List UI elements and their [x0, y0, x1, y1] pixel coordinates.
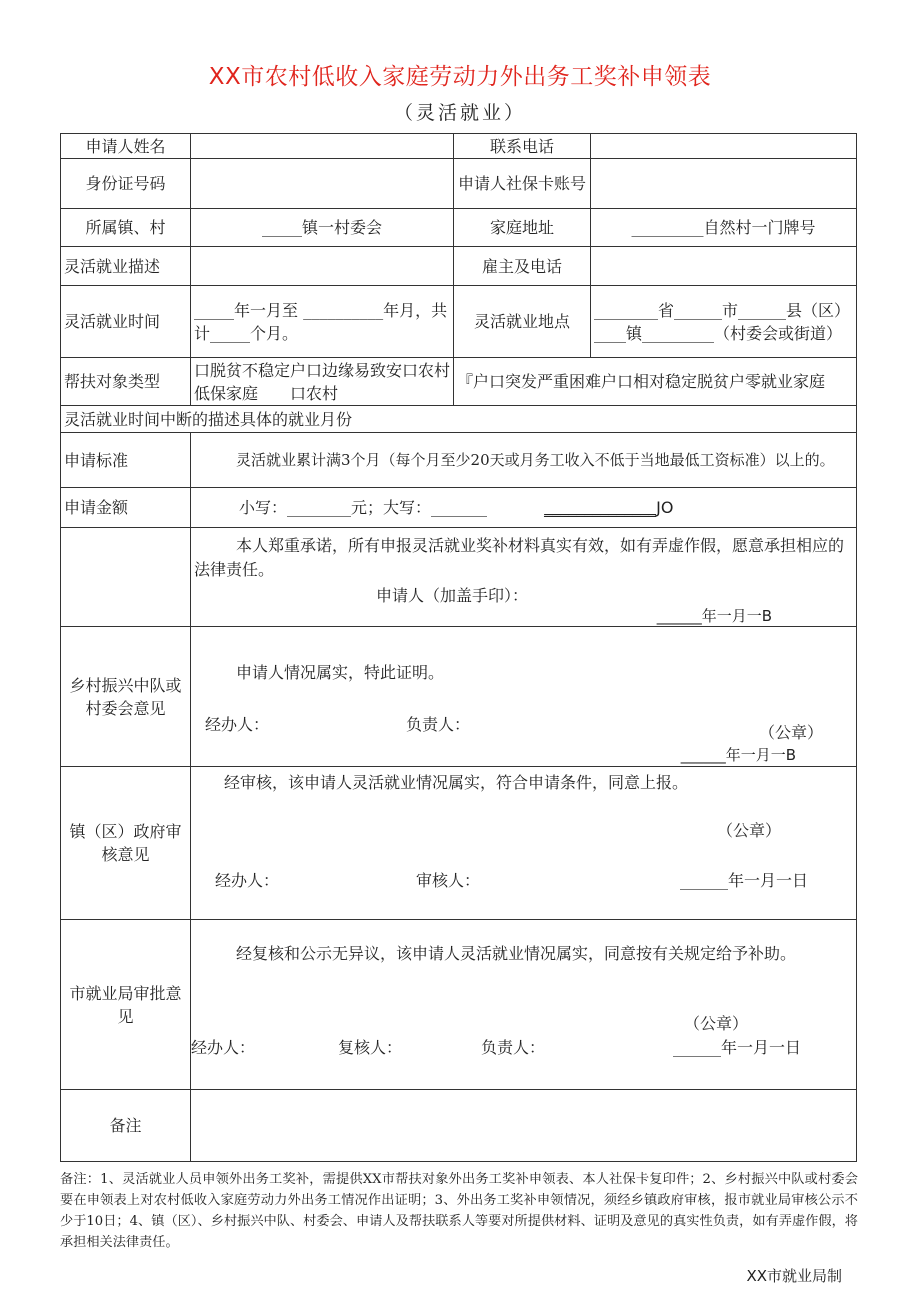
applicant-name-label: 申请人姓名 — [61, 134, 191, 159]
city-opinion-cell — [191, 920, 857, 1090]
footnotes: 备注：1、灵活就业人员申领外出务工奖补，需提供XX市帮扶对象外出务工奖补申领表、本人社保卡复印件；2、乡村振兴中队或村委会要在申领表上对农村低收入家庭劳动力外出务工情况作出证明；3、外出务工奖补申领情况，须经乡镇政府审核，报市就业局审核公示不少于10日；4、镇（区）、乡村振兴中队、村委会、申请人及帮扶联系人等要对所提供材料、证明及意见的真实性负责，如有弄虚作假，将承担相关法律责任。 — [60, 1172, 858, 1250]
flex-time-label: 灵活就业时间 — [61, 286, 191, 358]
flex-place-field[interactable]: ________省______市______县（区） ____镇_________（村委会或街道） — [591, 286, 857, 358]
phone-label: 联系电话 — [454, 134, 591, 159]
employer-label: 雇主及电话 — [454, 247, 591, 286]
remarks-label: 备注 — [61, 1090, 191, 1162]
town-opinion-label: 镇（区）政府审核意见 — [61, 767, 191, 920]
city-seal: （公章） — [683, 1014, 748, 1033]
table-row — [61, 286, 857, 358]
social-card-field[interactable] — [591, 159, 857, 209]
table-row — [61, 920, 857, 1090]
form-title: XX市农村低收入家庭劳动力外出务工奖补申领表 — [208, 64, 712, 90]
village-text: 申请人情况属实，特此证明。 — [236, 663, 445, 682]
promise-text: 本人郑重承诺，所有申报灵活就业奖补材料真实有效，如有弄虚作假，愿意承担相应的法律责任。 — [194, 536, 845, 579]
table-row — [61, 247, 857, 286]
city-rechecker: 复核人： — [338, 1038, 403, 1057]
town-seal: （公章） — [716, 821, 781, 840]
table-row — [61, 1090, 857, 1162]
id-number-field[interactable] — [191, 159, 454, 209]
id-number-label: 身份证号码 — [61, 159, 191, 209]
promise-label-cell — [61, 528, 191, 627]
city-text: 经复核和公示无异议，该申请人灵活就业情况属实，同意按有关规定给予补助。 — [236, 944, 797, 963]
aid-type-label: 帮扶对象类型 — [61, 358, 191, 406]
village-handler: 经办人： — [205, 715, 270, 734]
employer-field[interactable] — [591, 247, 857, 286]
home-address-label: 家庭地址 — [454, 209, 591, 247]
table-row — [61, 767, 857, 920]
amount-suffix: ______________JO — [544, 498, 674, 517]
remarks-field[interactable] — [191, 1090, 857, 1162]
flex-place-label: 灵活就业地点 — [454, 286, 591, 358]
aid-type-options-1[interactable]: 口脱贫不稳定户口边缘易致安口农村低保家庭 口农村 — [191, 358, 454, 406]
town-reviewer: 审核人： — [416, 871, 481, 890]
amount-field[interactable] — [191, 488, 857, 528]
flex-desc-label: 灵活就业描述 — [61, 247, 191, 286]
city-opinion-label: 市就业局审批意见 — [61, 920, 191, 1090]
promise-cell — [191, 528, 857, 627]
town-opinion-cell — [191, 767, 857, 920]
village-opinion-label: 乡村振兴中队或村委会意见 — [61, 627, 191, 767]
issuer-footer: XX市就业局制 — [746, 1267, 842, 1285]
table-row — [61, 528, 857, 627]
applicant-name-field[interactable] — [191, 134, 454, 159]
phone-field[interactable] — [591, 134, 857, 159]
town-date: ______年一月一日 — [679, 871, 808, 890]
village-opinion-cell — [191, 627, 857, 767]
table-row — [61, 627, 857, 767]
home-address-field[interactable]: _________自然村一门牌号 — [591, 209, 857, 247]
city-leader: 负责人： — [481, 1038, 546, 1057]
social-card-label: 申请人社保卡账号 — [454, 159, 591, 209]
amount-value: 小写：________元；大写：_______ — [239, 498, 488, 517]
promise-sign-label: 申请人（加盖手印）： — [376, 586, 529, 605]
village-leader: 负责人： — [406, 715, 471, 734]
table-row — [61, 209, 857, 247]
promise-date: ______年一月一B — [656, 607, 772, 625]
application-form-table — [60, 133, 857, 1162]
table-row — [61, 433, 857, 488]
flex-desc-field[interactable] — [191, 247, 454, 286]
standard-value: 灵活就业累计满3个月（每个月至少20天或月务工收入不低于当地最低工资标准）以上的。 — [191, 433, 857, 488]
town-handler: 经办人： — [215, 871, 280, 890]
town-text: 经审核，该申请人灵活就业情况属实，符合申请条件，同意上报。 — [224, 773, 689, 792]
form-subtitle: （灵活就业） — [393, 102, 526, 124]
town-village-field[interactable]: _____镇一村委会 — [191, 209, 454, 247]
aid-type-options-2[interactable]: 『户口突发严重困难户口相对稳定脱贫户零就业家庭 — [454, 358, 857, 406]
flex-time-field[interactable]: _____年一月至 __________年月，共计_____个月。 — [191, 286, 454, 358]
interrupt-desc-label: 灵活就业时间中断的描述具体的就业月份 — [61, 406, 857, 433]
village-date: ______年一月一B — [680, 746, 796, 764]
city-handler: 经办人： — [191, 1038, 256, 1057]
standard-label: 申请标准 — [61, 433, 191, 488]
village-seal: （公章） — [758, 723, 823, 742]
table-row — [61, 488, 857, 528]
table-row — [61, 406, 857, 433]
city-date: ______年一月一日 — [672, 1038, 801, 1057]
table-row — [61, 159, 857, 209]
amount-label: 申请金额 — [61, 488, 191, 528]
table-row — [61, 358, 857, 406]
table-row — [61, 134, 857, 159]
town-village-label: 所属镇、村 — [61, 209, 191, 247]
